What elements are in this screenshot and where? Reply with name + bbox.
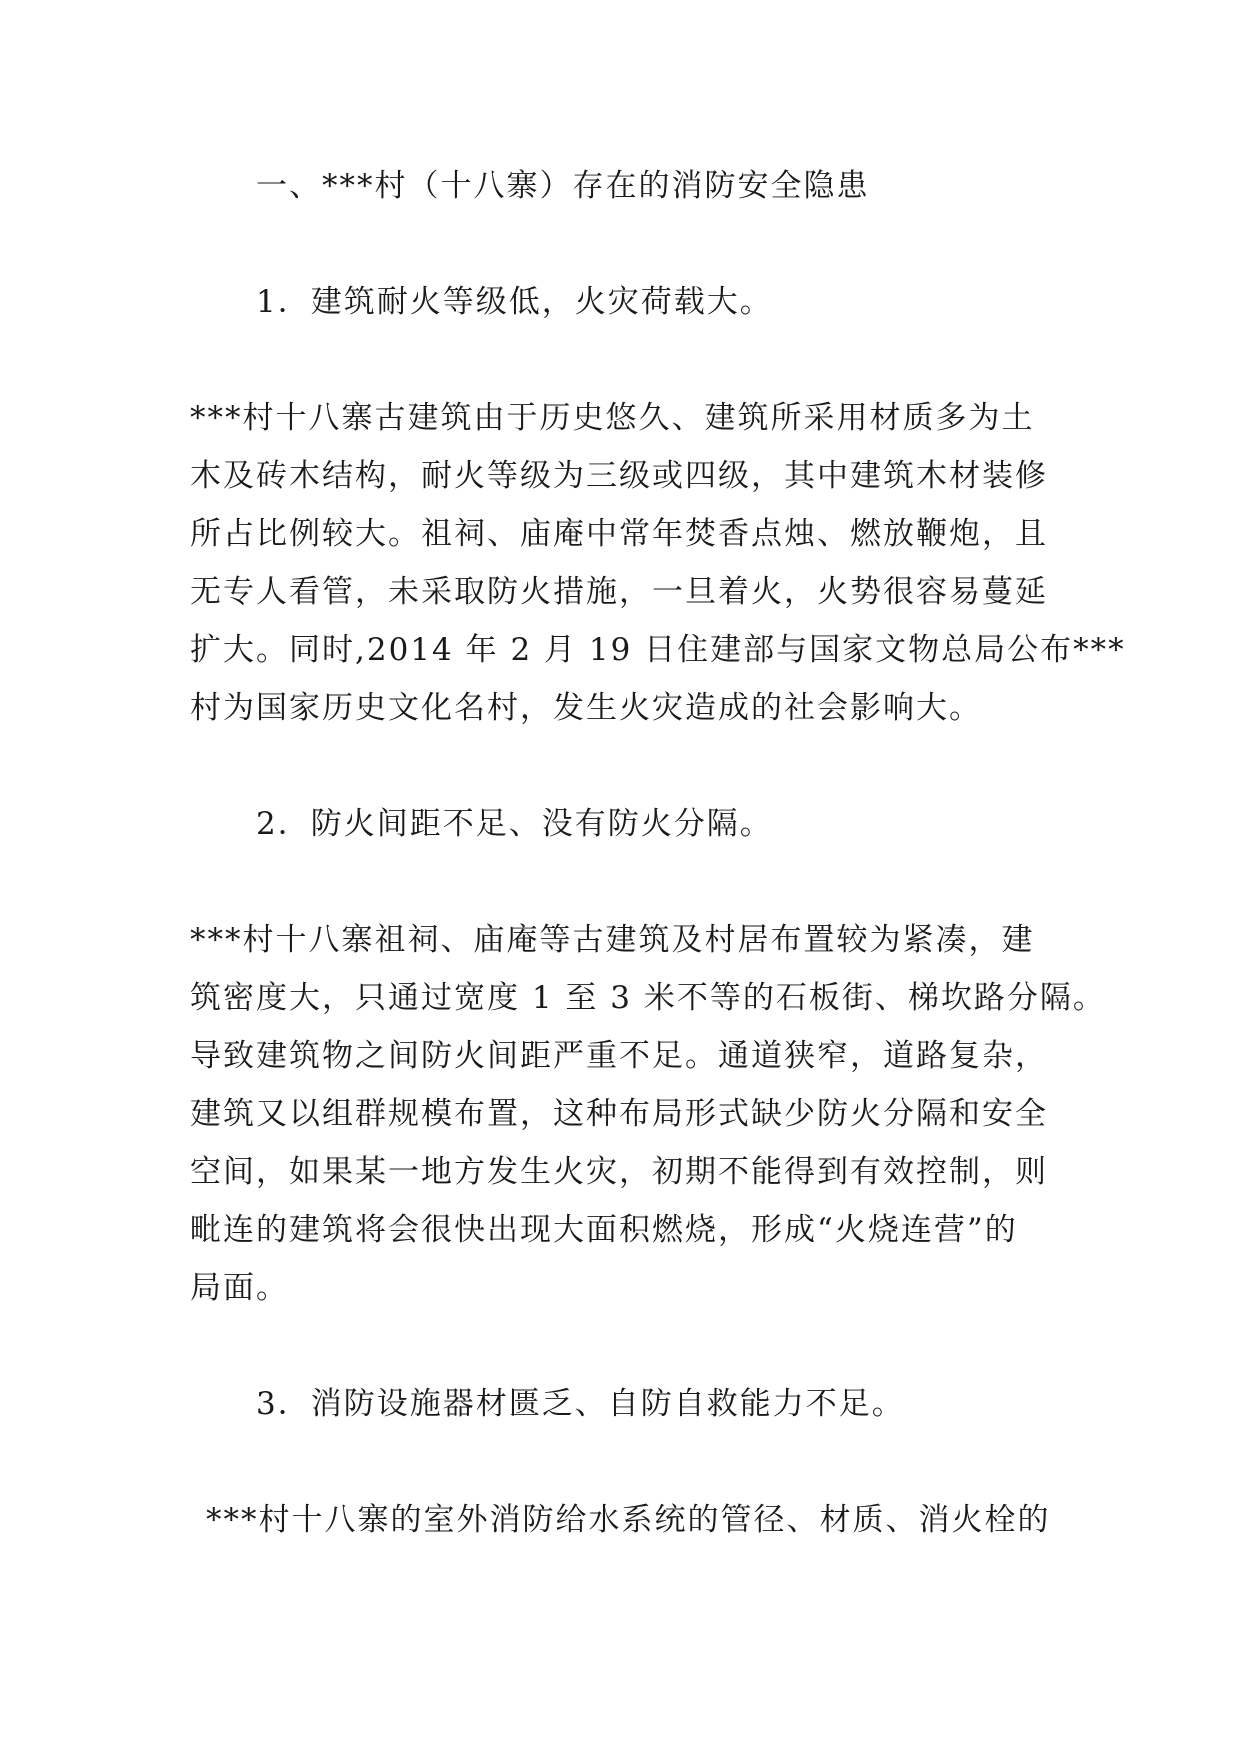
paragraph-line: 局面。	[190, 1270, 289, 1306]
section-heading: 一、***村（十八寨）存在的消防安全隐患	[256, 168, 870, 204]
item3-heading: 3．消防设施器材匮乏、自防自救能力不足。	[256, 1386, 905, 1422]
paragraph-line: 木及砖木结构，耐火等级为三级或四级，其中建筑木材装修	[190, 458, 1048, 494]
paragraph-line: ***村十八寨祖祠、庙庵等古建筑及村居布置较为紧凑，建	[190, 922, 1035, 958]
item2-heading: 2．防火间距不足、没有防火分隔。	[256, 806, 773, 842]
paragraph-line: ***村十八寨的室外消防给水系统的管径、材质、消火栓的	[206, 1502, 1051, 1538]
paragraph-line: 村为国家历史文化名村，发生火灾造成的社会影响大。	[190, 690, 982, 726]
paragraph-line: 筑密度大，只通过宽度 1 至 3 米不等的石板街、梯坎路分隔。	[190, 980, 1106, 1016]
paragraph-line: 扩大。同时,2014 年 2 月 19 日住建部与国家文物总局公布***	[190, 632, 1126, 668]
paragraph-line: 所占比例较大。祖祠、庙庵中常年焚香点烛、燃放鞭炮，且	[190, 516, 1048, 552]
paragraph-line: ***村十八寨古建筑由于历史悠久、建筑所采用材质多为土	[190, 400, 1035, 436]
paragraph-line: 空间，如果某一地方发生火灾，初期不能得到有效控制，则	[190, 1154, 1048, 1190]
item1-heading: 1．建筑耐火等级低，火灾荷载大。	[256, 284, 773, 320]
paragraph-line: 无专人看管，未采取防火措施，一旦着火，火势很容易蔓延	[190, 574, 1048, 610]
paragraph-line: 导致建筑物之间防火间距严重不足。通道狭窄，道路复杂，	[190, 1038, 1048, 1074]
paragraph-line: 建筑又以组群规模布置，这种布局形式缺少防火分隔和安全	[190, 1096, 1048, 1132]
paragraph-line: 毗连的建筑将会很快出现大面积燃烧，形成“火烧连营”的	[190, 1212, 1018, 1248]
